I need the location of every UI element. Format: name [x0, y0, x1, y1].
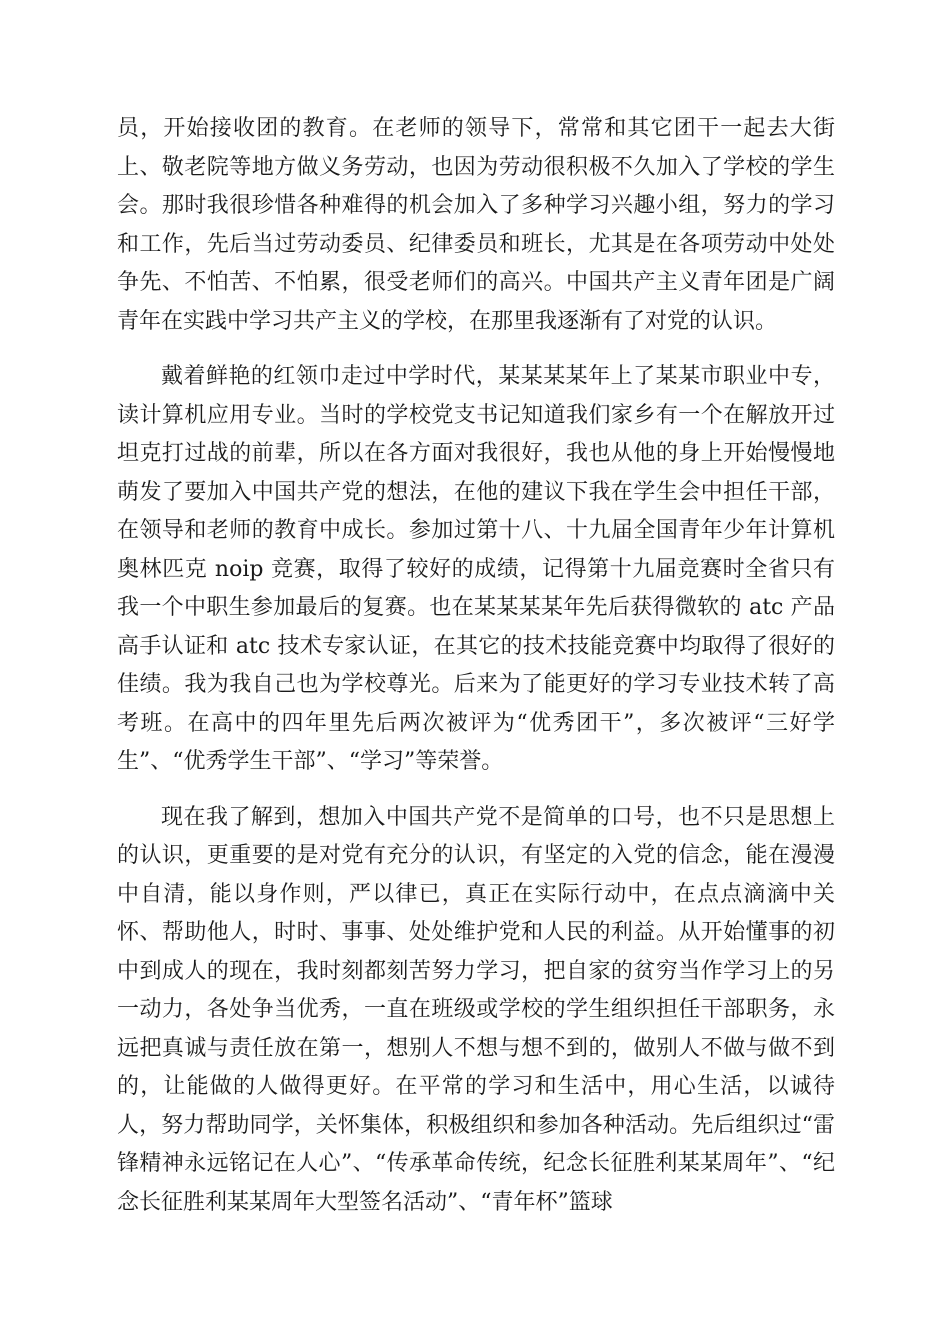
paragraph-1: 员，开始接收团的教育。在老师的领导下，常常和其它团干一起去大街上、敬老院等地方做义务劳动，也因为劳动很积极不久加入了学校的学生会。那时我很珍惜各种难得的机会加入了多种学习兴趣小组，努力的学习和工作，先后当过劳动委员、纪律委员和班长，尤其是在各项劳动中处处争先、不怕苦、不怕累，很受老师们的高兴。中国共产主义青年团是广阔青年在实践中学习共产主义的学校，在那里我逐渐有了对党的认识。 [117, 116, 835, 334]
body-text [117, 110, 835, 1222]
paragraph-2: 戴着鲜艳的红领巾走过中学时代，某某某某年上了某某市职业中专，读计算机应用专业。当时的学校党支书记知道我们家乡有一个在解放开过坦克打过战的前辈，所以在各方面对我很好，我也从他的身上开始慢慢地萌发了要加入中国共产党的想法，在他的建议下我在学生会中担任干部，在领导和老师的教育中成长。参加过第十八、十九届全国青年少年计算机奥林匹克 noip 竞赛，取得了较好的成绩，记得第十九届竞赛时全省只有我一个中职生参加最后的复赛。也在某某某某年先后获得微软的 atc 产品高手认证和 atc 技术专家认证，在其它的技术技能竞赛中均取得了很好的佳绩。我为我自己也为学校尊光。后来为了能更好的学习专业技术转了高考班。在高中的四年里先后两次被评为“优秀团干”，多次被评“三好学生”、“优秀学生干部”、“学习”等荣誉。 [117, 364, 835, 774]
paragraph-3: 现在我了解到，想加入中国共产党不是简单的口号，也不只是思想上的认识，更重要的是对党有充分的认识，有坚定的入党的信念，能在漫漫中自清，能以身作则，严以律已，真正在实际行动中，在点点滴滴中关怀、帮助他人，时时、事事、处处维护党和人民的利益。从开始懂事的初中到成人的现在，我时刻都刻苦努力学习，把自家的贫穷当作学习上的另一动力，各处争当优秀，一直在班级或学校的学生组织担任干部职务，永远把真诚与责任放在第一，想别人不想与想不到的，做别人不做与做不到的，让能做的人做得更好。在平常的学习和生活中，用心生活，以诚待人，努力帮助同学，关怀集体，积极组织和参加各种活动。先后组织过“雷锋精神永远铭记在人心”、“传承革命传统，纪念长征胜利某某周年”、“纪念长征胜利某某周年大型签名活动”、“青年杯”篮球 [117, 804, 835, 1215]
